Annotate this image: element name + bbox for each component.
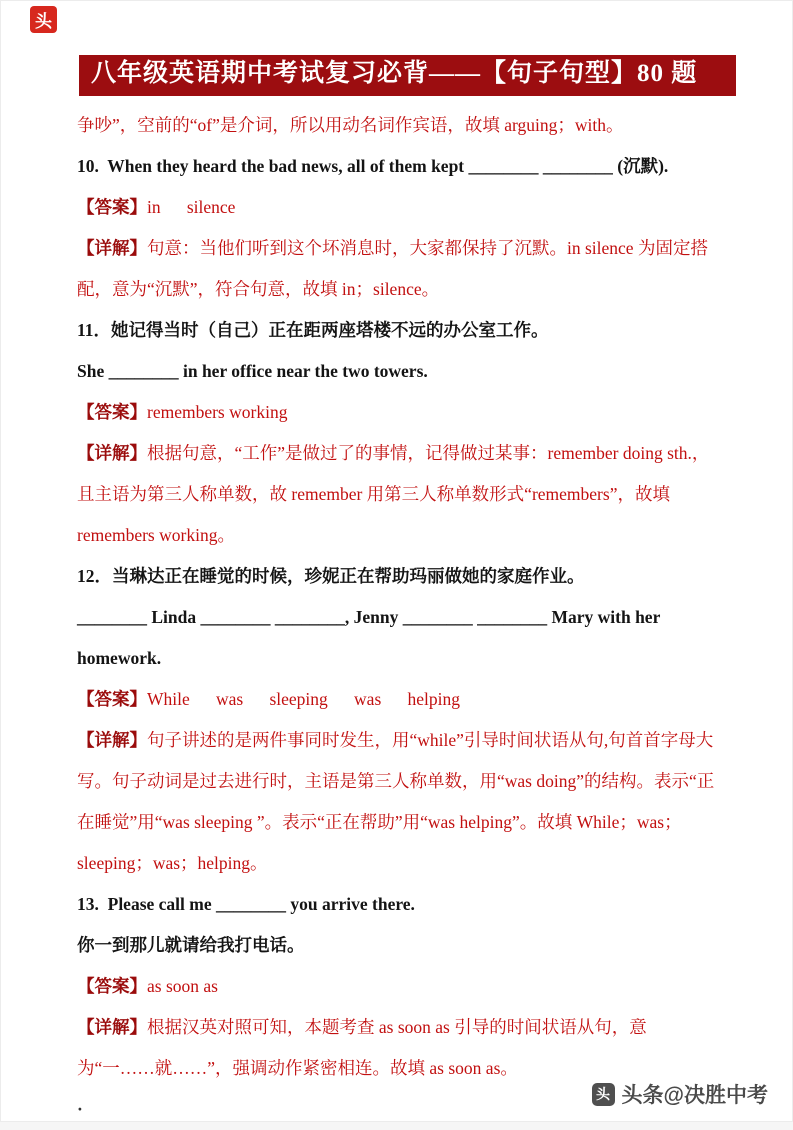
answer-label: 【答案】 [77, 196, 147, 217]
question-11-en [77, 351, 722, 392]
question-12-cn [77, 556, 722, 597]
line-text: 根据汉英对照可知，本题考查 as soon as 引导的时间状语从句，意为“一……就……”，强调动作紧密相连。故填 as soon as。 [77, 1016, 647, 1078]
watermark [592, 1079, 768, 1109]
line-text: remembers working [147, 401, 288, 422]
line-text: 12．当琳达正在睡觉的时候，珍妮正在帮助玛丽做她的家庭作业。 [77, 565, 585, 586]
explanation-carryover [77, 105, 722, 146]
line-text: 13. Please call me ________ you arrive there. [77, 893, 415, 914]
detail-12 [77, 720, 722, 884]
line-text: While was sleeping was helping [147, 688, 461, 709]
detail-13 [77, 1007, 722, 1089]
answer-13 [77, 966, 722, 1007]
answer-11 [77, 392, 722, 433]
line-text: ________ Linda ________ ________, Jenny ________ ________ Mary with her homework. [77, 606, 665, 668]
detail-label: 【详解】 [77, 237, 147, 258]
line-text: 句意：当他们听到这个坏消息时，大家都保持了沉默。in silence 为固定搭配，意为“沉默”，符合句意，故填 in；silence。 [77, 237, 708, 299]
content [77, 105, 722, 1130]
question-10 [77, 146, 722, 187]
question-12-en [77, 597, 722, 679]
toutiao-logo-icon: 头 [30, 6, 57, 33]
page-title: 八年级英语期中考试复习必背——【句子句型】80 题 [79, 55, 736, 96]
line-text: as soon as [147, 975, 218, 996]
line-text: · [77, 1098, 83, 1119]
detail-label: 【详解】 [77, 442, 147, 463]
line-text: in silence [147, 196, 236, 217]
question-11-cn [77, 310, 722, 351]
detail-label: 【详解】 [77, 729, 147, 750]
line-text: 争吵”，空前的“of”是介词，所以用动名词作宾语，故填 arguing；with。 [77, 114, 624, 135]
answer-10 [77, 187, 722, 228]
question-13-cn [77, 925, 722, 966]
question-13-en [77, 884, 722, 925]
toutiao-watermark-icon: 头 [592, 1083, 615, 1106]
answer-label: 【答案】 [77, 688, 147, 709]
detail-10 [77, 228, 722, 310]
answer-12 [77, 679, 722, 720]
watermark-text: 头条@决胜中考 [621, 1084, 768, 1107]
detail-11 [77, 433, 722, 556]
line-text: 11．她记得当时（自己）正在距两座塔楼不远的办公室工作。 [77, 319, 549, 340]
answer-label: 【答案】 [77, 401, 147, 422]
line-text: 句子讲述的是两件事同时发生，用“while”引导时间状语从句,句首首字母大写。句子动词是过去进行时，主语是第三人称单数，用“was doing”的结构。表示“正在睡觉”用“was sleeping ”。表示“正在帮助”用“was helping”。故填 While；was；sleeping；was；helping。 [77, 729, 715, 873]
line-text: 你一到那儿就请给我打电话。 [77, 934, 305, 955]
line-text: 10. When they heard the bad news, all of them kept ________ ________ (沉默). [77, 155, 669, 176]
line-text: 根据句意，“工作”是做过了的事情，记得做过某事：remember doing sth.，且主语为第三人称单数，故 remember 用第三人称单数形式“remembers”，故填 remembers working。 [77, 442, 710, 545]
detail-label: 【详解】 [77, 1016, 147, 1037]
answer-label: 【答案】 [77, 975, 147, 996]
line-text: She ________ in her office near the two towers. [77, 360, 428, 381]
